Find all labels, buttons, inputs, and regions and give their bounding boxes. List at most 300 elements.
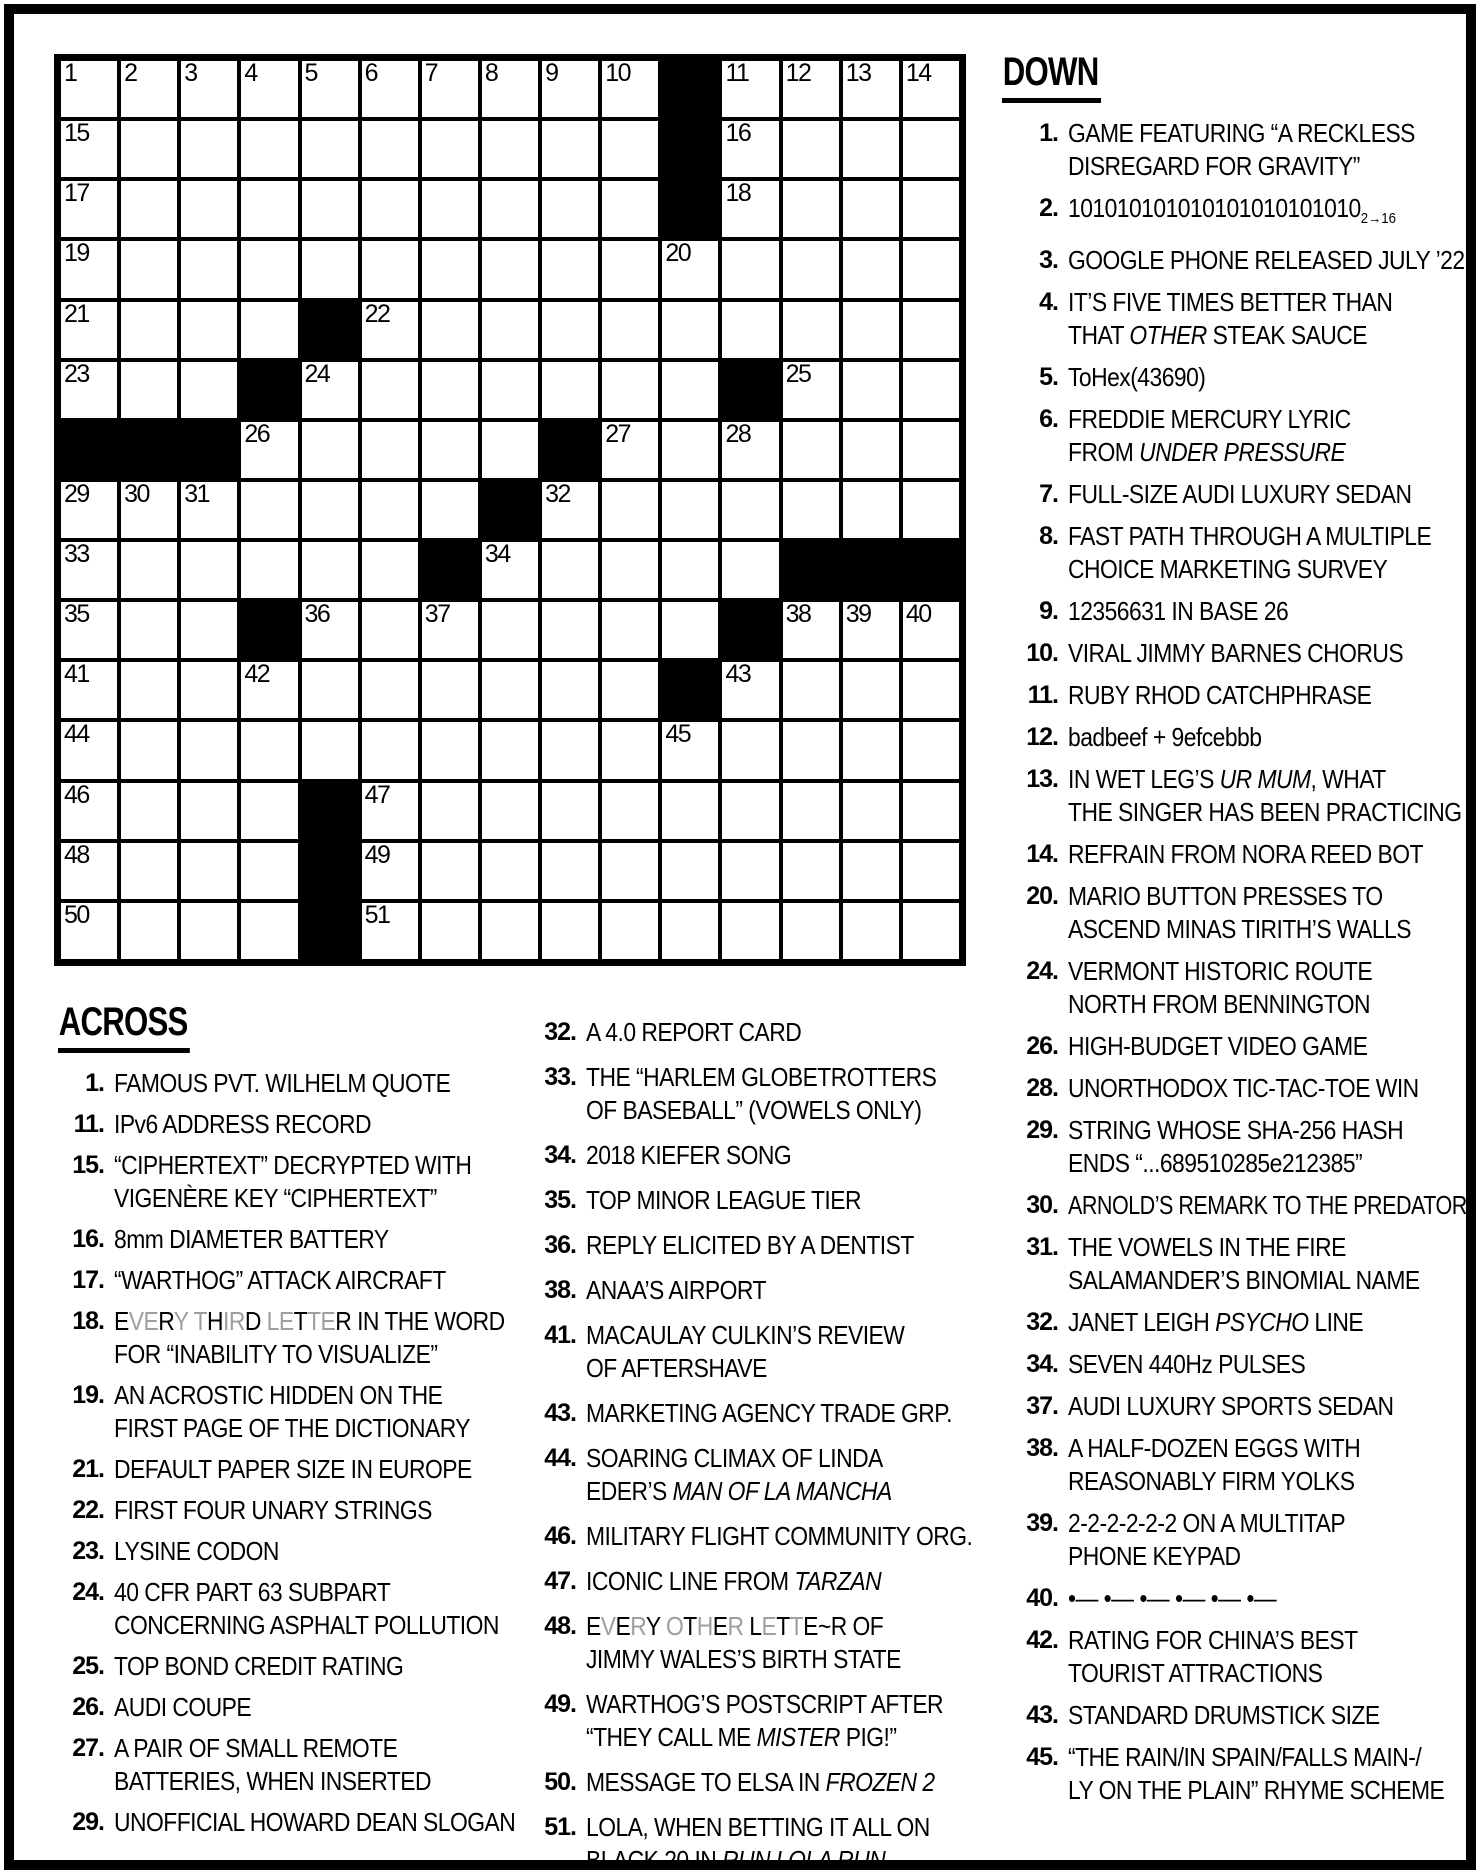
grid-cell[interactable] <box>600 600 660 660</box>
grid-cell[interactable] <box>540 600 600 660</box>
grid-cell[interactable] <box>300 720 360 780</box>
grid-cell-black <box>540 420 600 480</box>
grid-cell[interactable] <box>300 540 360 600</box>
grid-cell[interactable] <box>781 179 841 239</box>
grid-cell[interactable] <box>119 720 179 780</box>
clue-item[interactable] <box>1002 763 1467 829</box>
grid-cell[interactable] <box>239 540 299 600</box>
grid-cell[interactable] <box>239 901 299 961</box>
across-clues-col2-list <box>520 1016 998 1874</box>
grid-cell[interactable] <box>59 901 119 961</box>
grid-cell[interactable] <box>239 119 299 179</box>
clue-text: “THE RAIN/IN SPAIN/FALLS MAIN-/ LY ON THE PLAIN” RHYME SCHEME <box>1068 1742 1445 1805</box>
clue-number: 27. <box>72 1734 104 1762</box>
grid-cell[interactable] <box>600 300 660 360</box>
clue-text: 12356631 IN BASE 26 <box>1068 596 1289 626</box>
grid-cell[interactable] <box>660 239 720 299</box>
grid-cell[interactable] <box>300 420 360 480</box>
grid-cell[interactable] <box>480 360 540 420</box>
grid-cell[interactable] <box>59 119 119 179</box>
grid-cell[interactable] <box>59 660 119 720</box>
clue-item[interactable] <box>1002 403 1467 469</box>
grid-cell[interactable] <box>540 59 600 119</box>
grid-cell[interactable] <box>781 420 841 480</box>
clue-item[interactable] <box>1002 1624 1467 1690</box>
grid-cell[interactable] <box>59 480 119 540</box>
grid-cell[interactable] <box>119 300 179 360</box>
grid-cell[interactable] <box>841 781 901 841</box>
clue-item[interactable] <box>58 1494 520 1527</box>
grid-cell[interactable] <box>480 540 540 600</box>
grid-cell[interactable] <box>119 360 179 420</box>
grid-cell[interactable] <box>540 781 600 841</box>
grid-cell[interactable] <box>179 841 239 901</box>
cell-number: 48 <box>64 840 89 869</box>
clue-number: 19. <box>72 1381 104 1409</box>
clue-item[interactable] <box>58 1067 520 1100</box>
clue-item[interactable] <box>1002 1741 1467 1807</box>
clue-item[interactable] <box>58 1576 520 1642</box>
grid-cell[interactable] <box>480 420 540 480</box>
grid-cell-black <box>660 59 720 119</box>
grid-cell[interactable] <box>239 59 299 119</box>
clue-number: 21. <box>72 1455 104 1483</box>
cell-number: 13 <box>845 59 871 87</box>
grid-cell[interactable] <box>300 59 360 119</box>
grid-cell[interactable] <box>119 119 179 179</box>
cell-number: 42 <box>244 660 270 689</box>
grid-cell[interactable] <box>59 841 119 901</box>
clue-item[interactable] <box>1002 955 1467 1021</box>
grid-cell[interactable] <box>59 360 119 420</box>
grid-cell[interactable] <box>660 300 720 360</box>
clue-text: AUDI LUXURY SPORTS SEDAN <box>1068 1391 1394 1421</box>
grid-cell[interactable] <box>841 300 901 360</box>
grid-cell[interactable] <box>480 901 540 961</box>
grid-cell[interactable] <box>59 781 119 841</box>
grid-cell[interactable] <box>660 600 720 660</box>
grid-cell[interactable] <box>540 239 600 299</box>
grid-cell[interactable] <box>660 720 720 780</box>
clue-item[interactable] <box>520 1565 998 1598</box>
clue-item[interactable] <box>520 1442 998 1508</box>
grid-cell[interactable] <box>59 239 119 299</box>
grid-cell[interactable] <box>660 540 720 600</box>
grid-cell[interactable] <box>841 480 901 540</box>
clue-item[interactable] <box>58 1650 520 1683</box>
grid-cell[interactable] <box>420 660 480 720</box>
grid-cell[interactable] <box>841 119 901 179</box>
clue-item[interactable] <box>58 1535 520 1568</box>
grid-cell[interactable] <box>660 360 720 420</box>
clue-number: 17. <box>72 1266 104 1294</box>
grid-cell[interactable] <box>179 119 239 179</box>
grid-cell[interactable] <box>360 841 420 901</box>
clue-item[interactable] <box>58 1149 520 1215</box>
grid-cell[interactable] <box>239 720 299 780</box>
grid-cell[interactable] <box>360 901 420 961</box>
grid-cell[interactable] <box>841 720 901 780</box>
grid-cell[interactable] <box>841 660 901 720</box>
grid-cell[interactable] <box>600 239 660 299</box>
clue-item[interactable] <box>520 1610 998 1676</box>
grid-cell[interactable] <box>781 360 841 420</box>
grid-cell[interactable] <box>540 540 600 600</box>
clue-item[interactable] <box>1002 637 1467 670</box>
clue-item[interactable] <box>520 1397 998 1430</box>
grid-cell[interactable] <box>119 781 179 841</box>
clue-item[interactable] <box>1002 595 1467 628</box>
clue-item[interactable] <box>520 1688 998 1754</box>
grid-cell[interactable] <box>540 300 600 360</box>
grid-cell[interactable] <box>239 480 299 540</box>
grid-cell[interactable] <box>901 239 961 299</box>
clue-item[interactable] <box>58 1732 520 1798</box>
grid-cell[interactable] <box>480 179 540 239</box>
grid-cell[interactable] <box>59 179 119 239</box>
grid-cell[interactable] <box>360 540 420 600</box>
grid-cell[interactable] <box>480 720 540 780</box>
grid-cell[interactable] <box>360 59 420 119</box>
grid-cell[interactable] <box>720 59 780 119</box>
grid-cell[interactable] <box>179 239 239 299</box>
grid-cell[interactable] <box>600 360 660 420</box>
clue-number: 4. <box>1039 288 1058 316</box>
grid-cell[interactable] <box>360 781 420 841</box>
clue-item[interactable] <box>58 1691 520 1724</box>
grid-cell[interactable] <box>300 480 360 540</box>
clue-number: 11. <box>1027 681 1058 709</box>
cell-number: 11 <box>725 59 749 87</box>
clue-item[interactable] <box>58 1305 520 1371</box>
grid-cell[interactable] <box>239 660 299 720</box>
grid-cell[interactable] <box>540 660 600 720</box>
clue-number: 41. <box>544 1321 576 1349</box>
grid-cell[interactable] <box>901 360 961 420</box>
clue-item[interactable] <box>520 1229 998 1262</box>
grid-cell[interactable] <box>901 59 961 119</box>
grid-cell[interactable] <box>420 781 480 841</box>
grid-cell[interactable] <box>600 720 660 780</box>
clue-item[interactable] <box>1002 1189 1467 1222</box>
grid-cell[interactable] <box>720 480 780 540</box>
grid-cell[interactable] <box>781 119 841 179</box>
grid-cell[interactable] <box>119 660 179 720</box>
grid-cell[interactable] <box>179 720 239 780</box>
grid-cell[interactable] <box>59 300 119 360</box>
grid-cell[interactable] <box>179 59 239 119</box>
grid-cell[interactable] <box>660 841 720 901</box>
clue-text: FAMOUS PVT. WILHELM QUOTE <box>114 1068 451 1098</box>
grid-cell[interactable] <box>660 420 720 480</box>
grid-cell[interactable] <box>420 841 480 901</box>
grid-cell[interactable] <box>841 420 901 480</box>
clue-item[interactable] <box>1002 520 1467 586</box>
grid-cell[interactable] <box>420 360 480 420</box>
grid-cell[interactable] <box>841 239 901 299</box>
grid-cell[interactable] <box>600 841 660 901</box>
grid-cell[interactable] <box>179 901 239 961</box>
grid-cell[interactable] <box>720 179 780 239</box>
grid-cell[interactable] <box>480 119 540 179</box>
clue-item[interactable] <box>1002 1348 1467 1381</box>
grid-cell[interactable] <box>360 480 420 540</box>
clue-item[interactable] <box>520 1766 998 1799</box>
clue-item[interactable] <box>1002 1306 1467 1339</box>
grid-cell[interactable] <box>239 420 299 480</box>
grid-cell[interactable] <box>540 720 600 780</box>
clue-number: 32. <box>544 1018 576 1046</box>
grid-cell[interactable] <box>841 901 901 961</box>
grid-cell[interactable] <box>420 901 480 961</box>
grid-cell[interactable] <box>420 480 480 540</box>
grid-cell[interactable] <box>720 420 780 480</box>
grid-cell[interactable] <box>480 239 540 299</box>
grid-cell[interactable] <box>59 59 119 119</box>
clue-text: AUDI COUPE <box>114 1692 252 1722</box>
grid-cell[interactable] <box>59 600 119 660</box>
grid-cell[interactable] <box>901 300 961 360</box>
grid-cell[interactable] <box>720 119 780 179</box>
grid-cell[interactable] <box>841 841 901 901</box>
across-header: ACROSS <box>58 1000 190 1053</box>
grid-cell[interactable] <box>781 660 841 720</box>
clue-item[interactable] <box>1002 880 1467 946</box>
grid-cell[interactable] <box>600 781 660 841</box>
grid-cell[interactable] <box>540 480 600 540</box>
cell-number: 22 <box>364 299 390 328</box>
grid-cell[interactable] <box>720 901 780 961</box>
grid-cell[interactable] <box>119 901 179 961</box>
grid-cell[interactable] <box>59 720 119 780</box>
grid-cell[interactable] <box>600 480 660 540</box>
grid-cell[interactable] <box>901 781 961 841</box>
clue-item[interactable] <box>1002 361 1467 394</box>
clue-text: IT’S FIVE TIMES BETTER THAN THAT OTHER STEAK SAUCE <box>1068 287 1393 350</box>
grid-cell[interactable] <box>660 480 720 540</box>
clue-item[interactable] <box>58 1453 520 1486</box>
grid-cell[interactable] <box>480 600 540 660</box>
grid-cell[interactable] <box>841 600 901 660</box>
grid-cell[interactable] <box>901 420 961 480</box>
clue-item[interactable] <box>1002 117 1467 183</box>
clue-item[interactable] <box>58 1223 520 1256</box>
grid-cell[interactable] <box>540 841 600 901</box>
cell-number: 40 <box>905 600 931 629</box>
clue-item[interactable] <box>1002 478 1467 511</box>
grid-cell[interactable] <box>420 59 480 119</box>
grid-cell[interactable] <box>119 59 179 119</box>
grid-cell[interactable] <box>420 119 480 179</box>
clue-item[interactable] <box>1002 1432 1467 1498</box>
grid-cell[interactable] <box>781 901 841 961</box>
grid-cell[interactable] <box>179 300 239 360</box>
grid-cell[interactable] <box>480 781 540 841</box>
grid-cell[interactable] <box>480 300 540 360</box>
grid-cell[interactable] <box>781 59 841 119</box>
clue-text: DEFAULT PAPER SIZE IN EUROPE <box>114 1454 472 1484</box>
clue-item[interactable] <box>520 1274 998 1307</box>
grid-cell[interactable] <box>420 179 480 239</box>
grid-cell[interactable] <box>300 360 360 420</box>
grid-cell[interactable] <box>600 901 660 961</box>
grid-cell[interactable] <box>901 480 961 540</box>
grid-cell[interactable] <box>901 600 961 660</box>
grid-cell[interactable] <box>660 781 720 841</box>
clue-item[interactable] <box>1002 1114 1467 1180</box>
clue-item[interactable] <box>58 1264 520 1297</box>
clue-item[interactable] <box>1002 679 1467 712</box>
grid-cell[interactable] <box>360 720 420 780</box>
clue-item[interactable] <box>520 1520 998 1553</box>
grid-cell[interactable] <box>360 179 420 239</box>
grid-cell[interactable] <box>119 480 179 540</box>
grid-cell[interactable] <box>360 300 420 360</box>
grid-cell[interactable] <box>360 660 420 720</box>
grid-cell[interactable] <box>540 901 600 961</box>
grid-cell[interactable] <box>600 119 660 179</box>
grid-cell[interactable] <box>480 841 540 901</box>
grid-cell[interactable] <box>600 540 660 600</box>
grid-cell[interactable] <box>720 841 780 901</box>
grid-cell[interactable] <box>901 179 961 239</box>
grid-cell[interactable] <box>781 841 841 901</box>
grid-cell[interactable] <box>781 239 841 299</box>
grid-cell[interactable] <box>119 179 179 239</box>
clue-item[interactable] <box>1002 1699 1467 1732</box>
grid-cell[interactable] <box>300 600 360 660</box>
grid-cell[interactable] <box>179 179 239 239</box>
grid-cell[interactable] <box>179 660 239 720</box>
clue-item[interactable] <box>520 1811 998 1874</box>
clue-item[interactable] <box>1002 244 1467 277</box>
grid-cell[interactable] <box>300 660 360 720</box>
grid-cell[interactable] <box>720 239 780 299</box>
clue-item[interactable] <box>58 1806 520 1839</box>
grid-cell[interactable] <box>420 720 480 780</box>
cell-number: 49 <box>364 840 390 869</box>
grid-cell[interactable] <box>119 841 179 901</box>
grid-cell[interactable] <box>600 660 660 720</box>
clue-item[interactable] <box>1002 1507 1467 1573</box>
clue-text: THE VOWELS IN THE FIRE SALAMANDER’S BINOMIAL NAME <box>1068 1232 1420 1295</box>
clue-item[interactable] <box>1002 1030 1467 1063</box>
grid-cell[interactable] <box>179 360 239 420</box>
grid-cell[interactable] <box>781 781 841 841</box>
grid-cell[interactable] <box>540 179 600 239</box>
grid-cell[interactable] <box>720 720 780 780</box>
grid-cell[interactable] <box>781 300 841 360</box>
grid-cell[interactable] <box>480 660 540 720</box>
clue-item[interactable] <box>1002 1582 1467 1615</box>
grid-cell[interactable] <box>239 300 299 360</box>
grid-cell-black <box>300 841 360 901</box>
clue-item[interactable] <box>58 1108 520 1141</box>
clue-item[interactable] <box>520 1319 998 1385</box>
grid-cell[interactable] <box>720 660 780 720</box>
grid-cell[interactable] <box>720 540 780 600</box>
clue-item[interactable] <box>1002 1231 1467 1297</box>
grid-cell[interactable] <box>901 119 961 179</box>
clue-item[interactable] <box>1002 1072 1467 1105</box>
grid-cell[interactable] <box>360 119 420 179</box>
grid-cell[interactable] <box>360 360 420 420</box>
grid-cell[interactable] <box>600 179 660 239</box>
cell-number: 21 <box>64 299 89 328</box>
grid-cell[interactable] <box>901 841 961 901</box>
grid-cell[interactable] <box>480 59 540 119</box>
grid-cell[interactable] <box>901 901 961 961</box>
grid-cell[interactable] <box>300 119 360 179</box>
grid-cell[interactable] <box>179 480 239 540</box>
grid-cell[interactable] <box>600 59 660 119</box>
cell-number: 10 <box>605 59 630 87</box>
grid-cell[interactable] <box>781 480 841 540</box>
grid-cell[interactable] <box>300 239 360 299</box>
grid-cell[interactable] <box>841 179 901 239</box>
clue-item[interactable] <box>58 1379 520 1445</box>
clue-item[interactable] <box>1002 838 1467 871</box>
clue-item[interactable] <box>520 1139 998 1172</box>
grid-cell[interactable] <box>720 300 780 360</box>
grid-cell[interactable] <box>59 540 119 600</box>
grid-cell[interactable] <box>540 360 600 420</box>
grid-cell[interactable] <box>781 600 841 660</box>
grid-cell[interactable] <box>841 59 901 119</box>
clue-text: SEVEN 440Hz PULSES <box>1068 1349 1306 1379</box>
grid-cell[interactable] <box>239 239 299 299</box>
grid-cell[interactable] <box>119 600 179 660</box>
grid-cell[interactable] <box>841 360 901 420</box>
clue-item[interactable] <box>1002 721 1467 754</box>
grid-cell[interactable] <box>239 781 299 841</box>
grid-cell[interactable] <box>119 540 179 600</box>
clue-item[interactable] <box>520 1184 998 1217</box>
grid-cell[interactable] <box>420 420 480 480</box>
grid-cell[interactable] <box>239 179 299 239</box>
grid-cell[interactable] <box>179 781 239 841</box>
grid-cell[interactable] <box>300 179 360 239</box>
grid-cell[interactable] <box>360 600 420 660</box>
grid-cell[interactable] <box>239 841 299 901</box>
grid-cell[interactable] <box>420 239 480 299</box>
clue-item[interactable] <box>520 1016 998 1049</box>
grid-cell[interactable] <box>360 420 420 480</box>
clue-number: 9. <box>1039 597 1058 625</box>
grid-cell[interactable] <box>720 781 780 841</box>
grid-cell[interactable] <box>360 239 420 299</box>
clue-item[interactable] <box>1002 286 1467 352</box>
clue-text: FREDDIE MERCURY LYRIC FROM UNDER PRESSURE <box>1068 404 1351 467</box>
grid-cell[interactable] <box>420 600 480 660</box>
clue-item[interactable] <box>1002 192 1467 235</box>
grid-cell[interactable] <box>179 540 239 600</box>
across-section <box>58 1000 520 1847</box>
cell-number: 38 <box>785 600 811 629</box>
grid-cell[interactable] <box>660 901 720 961</box>
grid-cell[interactable] <box>901 660 961 720</box>
grid-cell[interactable] <box>179 600 239 660</box>
grid-cell[interactable] <box>540 119 600 179</box>
grid-cell[interactable] <box>901 720 961 780</box>
grid-cell[interactable] <box>420 300 480 360</box>
clue-item[interactable] <box>520 1061 998 1127</box>
clue-text: $101010101010101010101010_{2\to 16}$ <box>1068 193 1396 227</box>
grid-cell[interactable] <box>781 720 841 780</box>
grid-cell[interactable] <box>119 239 179 299</box>
grid-cell[interactable] <box>600 420 660 480</box>
clue-item[interactable] <box>1002 1390 1467 1423</box>
